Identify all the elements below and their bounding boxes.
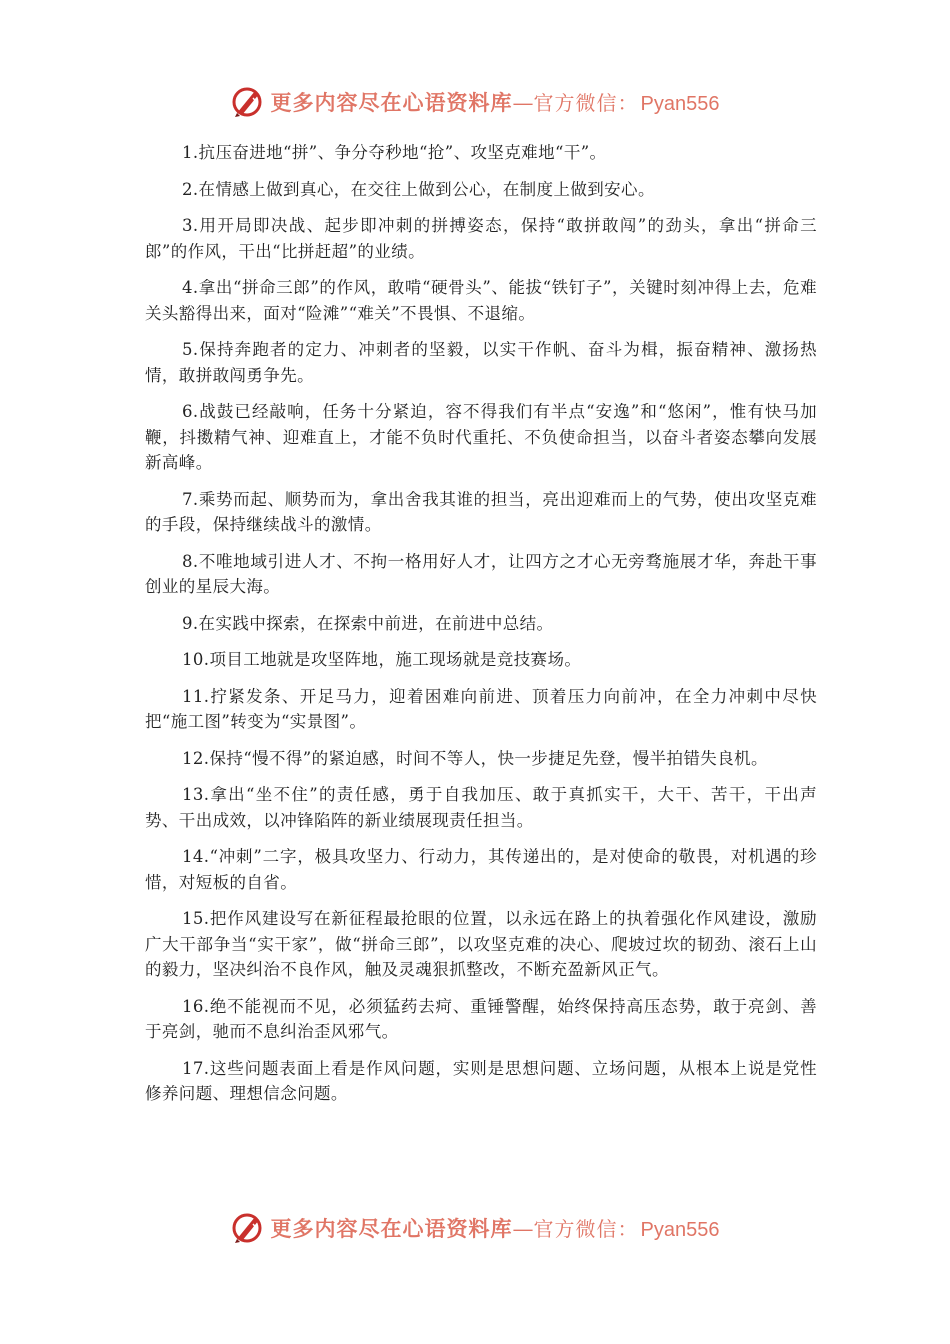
paragraph-11: 11.拧紧发条、开足马力，迎着困难向前进、顶着压力向前冲，在全力冲刺中尽快把“施工图”转变为“实景图”。 xyxy=(145,686,817,731)
banner-text xyxy=(271,1213,720,1243)
footer-banner xyxy=(0,1208,950,1248)
banner-main-text: 更多内容尽在心语资料库 xyxy=(270,1216,513,1241)
banner-wechat-id: Pyan556 xyxy=(640,93,720,115)
banner-text xyxy=(271,87,720,117)
banner-wechat-id: Pyan556 xyxy=(640,1219,720,1241)
paragraph-10: 10.项目工地就是攻坚阵地，施工现场就是竞技赛场。 xyxy=(182,650,582,669)
paragraph-3: 3.用开局即决战、起步即冲刺的拼搏姿态，保持“敢拼敢闯”的劲头，拿出“拼命三郎”的作风，干出“比拼赶超”的业绩。 xyxy=(145,216,817,261)
pen-logo-icon xyxy=(231,1211,265,1245)
paragraph-2: 2.在情感上做到真心，在交往上做到公心，在制度上做到安心。 xyxy=(182,179,655,199)
banner-official-label: 官方微信： xyxy=(533,91,639,115)
paragraph-13: 13.拿出“坐不住”的责任感，勇于自我加压、敢于真抓实干，大干、苦干，干出声势、干出成效，以冲锋陷阵的新业绩展现责任担当。 xyxy=(145,785,817,830)
paragraph-4: 4.拿出“拼命三郎”的作风，敢啃“硬骨头”、能拔“铁钉子”，关键时刻冲得上去，危难关头豁得出来，面对“险滩”“难关”不畏惧、不退缩。 xyxy=(145,278,817,323)
banner-official-label: 官方微信： xyxy=(533,1217,639,1241)
header-banner xyxy=(0,82,950,122)
paragraph-6: 6.战鼓已经敲响，任务十分紧迫，容不得我们有半点“安逸”和“悠闲”，惟有快马加鞭，抖擞精气神、迎难直上，才能不负时代重托、不负使命担当，以奋斗者姿态攀向发展新高峰。 xyxy=(145,402,817,472)
banner-main-text: 更多内容尽在心语资料库 xyxy=(270,90,513,115)
paragraph-17: 17.这些问题表面上看是作风问题，实则是思想问题、立场问题，从根本上说是党性修养问题、理想信念问题。 xyxy=(145,1058,817,1103)
paragraph-12: 12.保持“慢不得”的紧迫感，时间不等人，快一步捷足先登，慢半拍错失良机。 xyxy=(182,748,768,768)
paragraph-5: 5.保持奔跑者的定力、冲刺者的坚毅，以实干作帆、奋斗为楫，振奋精神、激扬热情，敢拼敢闯勇争先。 xyxy=(145,340,817,385)
paragraph-14: 14.“冲刺”二字，极具攻坚力、行动力，其传递出的，是对使命的敬畏，对机遇的珍惜，对短板的自省。 xyxy=(145,847,817,892)
document-body xyxy=(145,140,817,1118)
pen-logo-icon xyxy=(231,85,265,119)
paragraph-15: 15.把作风建设写在新征程最抢眼的位置，以永远在路上的执着强化作风建设，激励广大干部争当“实干家”，做“拼命三郎”，以攻坚克难的决心、爬坡过坎的韧劲、滚石上山的毅力，坚决纠治不良作风，触及灵魂狠抓整改，不断充盈新风正气。 xyxy=(145,909,817,979)
paragraph-8: 8.不唯地域引进人才、不拘一格用好人才，让四方之才心无旁骛施展才华，奔赴干事创业的星辰大海。 xyxy=(145,551,817,596)
banner-separator: — xyxy=(512,91,534,115)
paragraph-9: 9.在实践中探索，在探索中前进，在前进中总结。 xyxy=(182,613,554,633)
paragraph-1: 1.抗压奋进地“拼”、争分夺秒地“抢”、攻坚克难地“干”。 xyxy=(182,143,607,162)
banner-separator: — xyxy=(512,1217,534,1241)
paragraph-7: 7.乘势而起、顺势而为，拿出舍我其谁的担当，亮出迎难而上的气势，使出攻坚克难的手段，保持继续战斗的激情。 xyxy=(145,489,817,534)
paragraph-16: 16.绝不能视而不见，必须猛药去疴、重锤警醒，始终保持高压态势，敢于亮剑、善于亮剑，驰而不息纠治歪风邪气。 xyxy=(145,996,817,1041)
